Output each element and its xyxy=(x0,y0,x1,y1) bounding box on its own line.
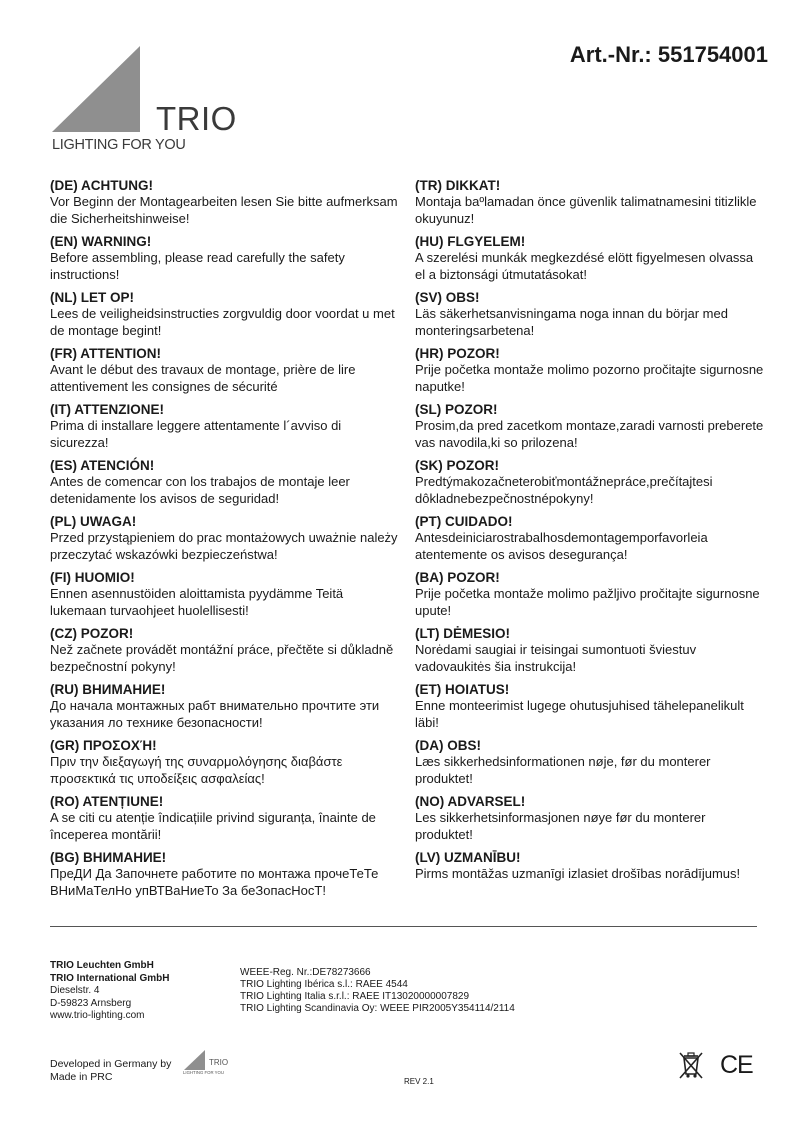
warning-text: Ennen asennustöiden aloittamista pyydämme Teitä lukemaan turvaohjeet huolellisesti! xyxy=(50,586,344,618)
footer-divider xyxy=(50,926,757,927)
warning-text: Vor Beginn der Montagearbeiten lesen Sie bitte aufmerksam die Sicherheitshinweise! xyxy=(50,194,398,226)
warning-heading: (ET) HOIATUS! xyxy=(415,682,510,697)
warning-heading: (HR) POZOR! xyxy=(415,346,500,361)
logo-tagline: LIGHTING FOR YOU xyxy=(52,137,186,153)
warning-heading: (HU) FLGYELEM! xyxy=(415,234,526,249)
warning-block xyxy=(50,849,398,905)
warning-block xyxy=(50,457,398,513)
logo-name: TRIO xyxy=(156,100,237,137)
article-number: Art.-Nr.: 551754001 xyxy=(569,42,768,67)
warning-text: До начала монтажных рабт внимательно прочтите эти указания ло технике безопасности! xyxy=(50,698,380,730)
warning-block xyxy=(415,793,765,849)
warning-block xyxy=(415,289,765,345)
warning-block xyxy=(50,177,398,233)
warning-heading: (DE) ACHTUNG! xyxy=(50,178,153,193)
warning-text: Prosim,da pred zacetkom montaze,zaradi varnosti preberete vas navodila,ki so prilozena! xyxy=(415,418,764,450)
warning-text: Przed przystąpieniem do prac montażowych uważnie należy przeczytać wskazówki bezpieczeństwa! xyxy=(50,530,398,562)
compliance-marks xyxy=(676,1050,760,1080)
warning-heading: (RO) ATENȚIUNE! xyxy=(50,794,164,809)
warning-heading: (TR) DIKKAT! xyxy=(415,178,501,193)
warning-block xyxy=(50,569,398,625)
warning-block xyxy=(50,401,398,457)
warning-text: Prije početka montaže molimo pozorno pročitajte sigurnosne naputke! xyxy=(415,362,764,394)
small-logo-name: TRIO xyxy=(209,1058,229,1067)
warning-text: Než začnete provádět montážní práce, přečtěte si důkladně bezpečnostní pokyny! xyxy=(50,642,394,674)
warning-text: Prije početka montaže molimo pažljivo pročitajte sigurnosne upute! xyxy=(415,586,760,618)
weee-line: TRIO Lighting Ibérica s.l.: RAEE 4544 xyxy=(240,979,408,990)
street-address: Dieselstr. 4 xyxy=(50,985,100,996)
warning-block xyxy=(415,681,765,737)
warning-text: Predtýmakozačneterobiťmontážnepráce,prečítajtesi dôkladnebezpečnostnépokyny! xyxy=(415,474,713,506)
warning-block xyxy=(50,289,398,345)
warning-text: Les sikkerhetsinformasjonen nøye før du monterer produktet! xyxy=(415,810,706,842)
warning-text: A szerelési munkák megkezdésé elött figyelmesen olvassa el a biztonsági útmutatásokat! xyxy=(415,250,754,282)
developed-in-text: Developed in Germany by xyxy=(50,1058,172,1070)
warning-text: Pirms montāžas uzmanīgi izlasiet drošības norādījumus! xyxy=(415,866,741,881)
warning-heading: (SL) POZOR! xyxy=(415,402,498,417)
weee-line: TRIO Lighting Italia s.r.l.: RAEE IT13020000007829 xyxy=(240,991,470,1002)
warning-heading: (FI) HUOMIO! xyxy=(50,570,135,585)
warning-text: Enne monteerimist lugege ohutusjuhised tähelepanelikult läbi! xyxy=(415,698,744,730)
warning-block xyxy=(415,569,765,625)
warning-heading: (PT) CUIDADO! xyxy=(415,514,513,529)
weee-crossed-bin-icon xyxy=(676,1050,706,1080)
warning-heading: (BG) ВНИМАНИЕ! xyxy=(50,850,167,865)
trio-logo xyxy=(50,46,237,158)
warnings-left-column xyxy=(50,177,398,905)
small-logo-tagline: LIGHTING FOR YOU xyxy=(183,1070,224,1075)
warning-block xyxy=(415,401,765,457)
warning-text: Prima di installare leggere attentamente l´avviso di sicurezza! xyxy=(50,418,342,450)
warning-block xyxy=(50,513,398,569)
warning-text: Before assembling, please read carefully the safety instructions! xyxy=(50,250,345,282)
warning-heading: (DA) OBS! xyxy=(415,738,481,753)
warning-text: A se citi cu atenție îndicațiile privind siguranța, înainte de începerea montării! xyxy=(50,810,376,842)
weee-registrations xyxy=(240,967,515,1015)
small-logo-triangle-icon xyxy=(183,1050,209,1072)
warning-heading: (LT) DĖMESIO! xyxy=(415,626,510,641)
warning-text: Lees de veiligheidsinstructies zorgvuldig door voordat u met de montage begint! xyxy=(50,306,395,338)
revision-label: REV 2.1 xyxy=(404,1077,434,1086)
warning-text: Læs sikkerhedsinformationen nøje, før du monterer produktet! xyxy=(415,754,711,786)
warning-block xyxy=(415,737,765,793)
warning-text: Πριν την διεξαγωγή της συναρμολόγησης διαβάστε προσεκτικά τις υποδείξεις ασφαλείας! xyxy=(50,754,343,786)
warnings-right-column xyxy=(415,177,765,905)
warning-heading: (CZ) POZOR! xyxy=(50,626,134,641)
warning-block xyxy=(415,513,765,569)
warning-heading: (ES) ATENCIÓN! xyxy=(50,458,155,473)
city-address: D-59823 Arnsberg xyxy=(50,997,132,1009)
warning-heading: (NO) ADVARSEL! xyxy=(415,794,526,809)
warning-text: Antes de comencar con los trabajos de montaje leer detenidamente los avisos de seguridad! xyxy=(50,474,350,506)
warning-block xyxy=(50,793,398,849)
warning-text: Läs säkerhetsanvisningama noga innan du börjar med monteringsarbetena! xyxy=(415,306,728,338)
warning-heading: (IT) ATTENZIONE! xyxy=(50,402,164,417)
warning-heading: (SK) POZOR! xyxy=(415,458,499,473)
warning-heading: (FR) ATTENTION! xyxy=(50,346,161,361)
weee-line: WEEE-Reg. Nr.:DE78273666 xyxy=(240,967,371,978)
warning-block xyxy=(415,233,765,289)
warning-block xyxy=(50,233,398,289)
ce-mark: CE xyxy=(720,1051,753,1079)
weee-line: TRIO Lighting Scandinavia Oy: WEEE PIR2005Y354114/2114 xyxy=(240,1003,515,1014)
warning-heading: (BA) POZOR! xyxy=(415,570,500,585)
warning-block xyxy=(415,457,765,513)
warning-text: Norėdami saugiai ir teisingai sumontuoti šviestuv vadovaukitės šia instrukcija! xyxy=(415,642,697,674)
company-address xyxy=(50,960,169,1023)
made-in-text: Made in PRC xyxy=(50,1070,113,1083)
warning-heading: (GR) ΠΡΟΣΟΧΉ! xyxy=(50,738,157,753)
warning-block xyxy=(50,345,398,401)
warning-heading: (SV) OBS! xyxy=(415,290,480,305)
warning-text: Avant le début des travaux de montage, prière de lire attentivement les consignes de sécurité xyxy=(50,362,356,394)
origin-note xyxy=(50,1058,171,1083)
warning-block xyxy=(50,625,398,681)
small-trio-logo xyxy=(183,1050,227,1078)
company-name-1: TRIO Leuchten GmbH xyxy=(50,960,154,971)
warning-block xyxy=(415,625,765,681)
company-name-2: TRIO International GmbH xyxy=(50,972,170,984)
warning-heading: (NL) LET OP! xyxy=(50,290,134,305)
warning-heading: (PL) UWAGA! xyxy=(50,514,137,529)
warning-block xyxy=(415,345,765,401)
warning-heading: (EN) WARNING! xyxy=(50,234,152,249)
warning-block xyxy=(415,849,765,905)
warning-text: Montaja baºlamadan önce güvenlik talimatnamesini titizlikle okuyunuz! xyxy=(415,194,757,226)
warning-block xyxy=(50,737,398,793)
warning-block xyxy=(415,177,765,233)
logo-triangle-icon xyxy=(50,46,160,136)
warning-text: ПреДИ Да Започнете работите по монтажа прочеТеТе ВНиМаТелНо упВТВаНиеТо За беЗопасНосТ! xyxy=(50,866,379,898)
website-link[interactable]: www.trio-lighting.com xyxy=(50,1010,145,1021)
warning-heading: (LV) UZMANĪBU! xyxy=(415,850,521,865)
warning-heading: (RU) ВНИМАНИЕ! xyxy=(50,682,166,697)
warning-block xyxy=(50,681,398,737)
warning-text: Antesdeiniciarostrabalhosdemontagemporfavorleia atentemente os avisos desegurança! xyxy=(415,530,708,562)
